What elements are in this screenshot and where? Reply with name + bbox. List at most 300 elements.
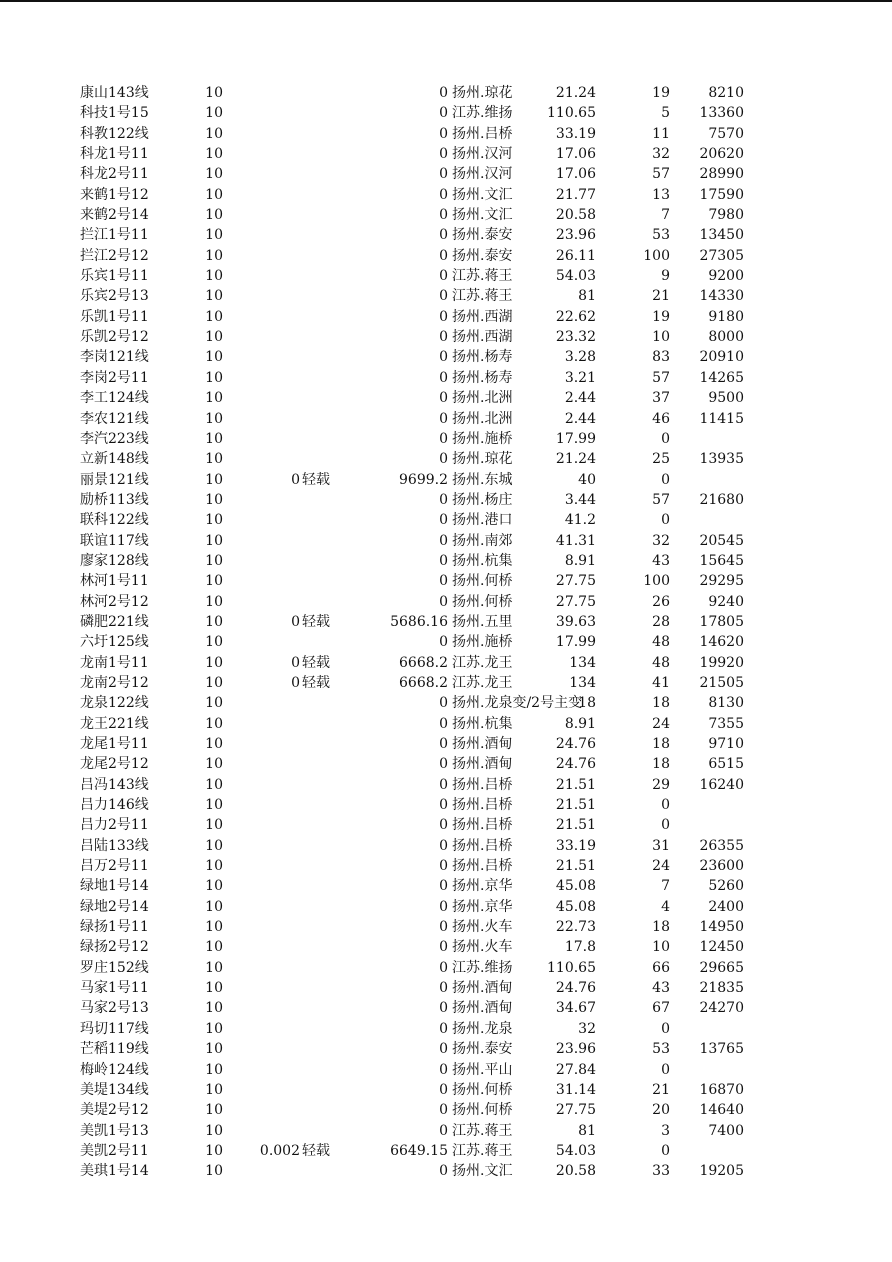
voltage-cell: 10 (205, 247, 223, 264)
substation-cell: 江苏.龙王 (452, 674, 513, 691)
substation-cell: 扬州.吕桥 (452, 817, 513, 834)
line-name-cell: 乐宾2号13 (80, 288, 149, 305)
value-cell: 0 (439, 939, 448, 956)
value-cell: 0 (439, 837, 448, 854)
length-cell: 24.76 (555, 980, 596, 997)
line-name-cell: 美堤134线 (80, 1081, 149, 1098)
line-name-cell: 李汽223线 (80, 430, 149, 447)
table-row (0, 429, 892, 449)
line-name-cell: 乐宾1号11 (80, 268, 149, 285)
voltage-cell: 10 (205, 939, 223, 956)
count-cell: 9 (661, 268, 670, 285)
count-cell: 100 (643, 573, 670, 590)
voltage-cell: 10 (205, 593, 223, 610)
length-cell: 22.73 (555, 919, 596, 936)
substation-cell: 扬州.京华 (452, 898, 513, 915)
table-row (0, 917, 892, 937)
voltage-cell: 10 (205, 1000, 223, 1017)
value-cell: 0 (439, 349, 448, 366)
substation-cell: 扬州.酒甸 (452, 980, 513, 997)
line-name-cell: 励桥113线 (80, 491, 149, 508)
count-cell: 53 (652, 227, 670, 244)
table-row (0, 1019, 892, 1039)
count-cell: 20 (652, 1102, 670, 1119)
count-cell: 10 (652, 939, 670, 956)
length-cell: 81 (578, 1122, 596, 1139)
line-name-cell: 美堤2号12 (80, 1102, 149, 1119)
count-cell: 57 (652, 491, 670, 508)
voltage-cell: 10 (205, 817, 223, 834)
capacity-cell: 9710 (708, 736, 744, 752)
length-cell: 24.76 (555, 736, 596, 752)
substation-cell: 扬州.龙泉变/2号主变 (452, 695, 583, 712)
value-cell: 0 (439, 858, 448, 875)
voltage-cell: 10 (205, 166, 223, 183)
line-name-cell: 绿扬1号11 (80, 919, 149, 936)
length-cell: 3.28 (564, 349, 596, 366)
table-row (0, 185, 892, 205)
substation-cell: 扬州.泰安 (452, 227, 513, 244)
count-cell: 37 (652, 390, 670, 407)
length-cell: 2.44 (564, 410, 596, 427)
voltage-cell: 10 (205, 858, 223, 875)
value-cell: 0 (439, 85, 448, 101)
count-cell: 0 (661, 1061, 670, 1078)
count-cell: 18 (652, 919, 670, 936)
length-cell: 17.8 (564, 939, 596, 956)
substation-cell: 扬州.杨寿 (452, 369, 513, 386)
capacity-cell: 24270 (699, 1000, 744, 1017)
capacity-cell: 13360 (699, 105, 744, 122)
capacity-cell: 14265 (699, 369, 744, 386)
value-cell: 0 (439, 390, 448, 407)
count-cell: 13 (652, 186, 670, 203)
table-row (0, 490, 892, 510)
table-row (0, 103, 892, 123)
capacity-cell: 7355 (708, 715, 744, 732)
substation-cell: 扬州.施桥 (452, 634, 513, 651)
value-cell: 0 (439, 898, 448, 915)
voltage-cell: 10 (205, 1142, 223, 1159)
value-cell: 0 (439, 817, 448, 834)
voltage-cell: 10 (205, 980, 223, 997)
length-cell: 21.51 (555, 797, 596, 814)
capacity-cell: 29295 (699, 573, 744, 590)
table-row (0, 795, 892, 815)
value-cell: 0 (439, 268, 448, 285)
voltage-cell: 10 (205, 634, 223, 651)
line-name-cell: 吕万2号11 (80, 858, 149, 875)
length-cell: 33.19 (555, 837, 596, 854)
length-cell: 18 (578, 695, 596, 712)
value-cell: 0 (439, 1041, 448, 1058)
table-row (0, 409, 892, 429)
count-cell: 21 (652, 288, 670, 305)
count-cell: 24 (652, 858, 670, 875)
substation-cell: 江苏.蒋王 (452, 268, 513, 285)
value-cell: 0 (439, 186, 448, 203)
line-name-cell: 美凯1号13 (80, 1122, 149, 1139)
substation-cell: 扬州.吕桥 (452, 125, 513, 142)
substation-cell: 扬州.杨寿 (452, 349, 513, 366)
count-cell: 5 (661, 105, 670, 122)
substation-cell: 扬州.何桥 (452, 573, 513, 590)
voltage-cell: 10 (205, 654, 223, 671)
value-cell: 0 (439, 1020, 448, 1037)
substation-cell: 扬州.五里 (452, 613, 513, 630)
line-name-cell: 联科122线 (80, 512, 149, 529)
length-cell: 31.14 (555, 1081, 596, 1098)
capacity-cell: 19920 (699, 654, 744, 671)
count-cell: 57 (652, 166, 670, 183)
length-cell: 27.84 (555, 1061, 596, 1078)
capacity-cell: 8000 (708, 329, 744, 346)
capacity-cell: 6515 (708, 756, 744, 773)
voltage-cell: 10 (205, 268, 223, 285)
table-row (0, 1060, 892, 1080)
capacity-cell: 8130 (708, 695, 744, 712)
value-cell: 6668.2 (399, 654, 448, 671)
length-cell: 110.65 (547, 105, 596, 122)
table-row (0, 876, 892, 896)
table-row (0, 327, 892, 347)
count-cell: 0 (661, 797, 670, 814)
line-name-cell: 康山143线 (80, 85, 149, 101)
length-cell: 3.44 (564, 491, 596, 508)
count-cell: 57 (652, 369, 670, 386)
table-row (0, 1039, 892, 1059)
value-cell: 0 (439, 756, 448, 773)
substation-cell: 扬州.何桥 (452, 593, 513, 610)
spreadsheet-page (0, 83, 892, 1182)
substation-cell: 扬州.东城 (452, 471, 513, 488)
capacity-cell: 28990 (699, 166, 744, 183)
table-row (0, 1080, 892, 1100)
count-cell: 19 (652, 85, 670, 101)
table-row (0, 632, 892, 652)
table-row (0, 958, 892, 978)
value-cell: 6649.15 (390, 1142, 448, 1159)
substation-cell: 扬州.吕桥 (452, 776, 513, 793)
length-cell: 3.21 (564, 369, 596, 386)
length-cell: 81 (578, 288, 596, 305)
table-row (0, 144, 892, 164)
length-cell: 21.51 (555, 858, 596, 875)
count-cell: 43 (652, 552, 670, 569)
length-cell: 22.62 (555, 308, 596, 325)
capacity-cell: 9240 (708, 593, 744, 610)
voltage-cell: 10 (205, 736, 223, 752)
substation-cell: 扬州.杭集 (452, 715, 513, 732)
value-cell: 0 (439, 1081, 448, 1098)
value-cell: 0 (439, 166, 448, 183)
voltage-cell: 10 (205, 573, 223, 590)
capacity-cell: 9200 (708, 268, 744, 285)
value-cell: 0 (439, 491, 448, 508)
line-name-cell: 廖家128线 (80, 552, 149, 569)
line-name-cell: 龙南2号12 (80, 674, 149, 691)
voltage-cell: 10 (205, 125, 223, 142)
voltage-cell: 10 (205, 451, 223, 468)
value-cell: 0 (439, 593, 448, 610)
voltage-cell: 10 (205, 1122, 223, 1139)
value-cell: 0 (439, 1061, 448, 1078)
voltage-cell: 10 (205, 288, 223, 305)
voltage-cell: 10 (205, 919, 223, 936)
table-row (0, 734, 892, 754)
value-cell: 0 (439, 1102, 448, 1119)
line-name-cell: 乐凯2号12 (80, 329, 149, 346)
substation-cell: 扬州.何桥 (452, 1081, 513, 1098)
line-name-cell: 龙南1号11 (80, 654, 149, 671)
length-cell: 110.65 (547, 959, 596, 976)
substation-cell: 扬州.西湖 (452, 308, 513, 325)
line-name-cell: 吕力2号11 (80, 817, 149, 834)
line-name-cell: 林河2号12 (80, 593, 149, 610)
line-name-cell: 科技1号15 (80, 105, 149, 122)
count-cell: 66 (652, 959, 670, 976)
line-name-cell: 联谊117线 (80, 532, 149, 549)
voltage-cell: 10 (205, 797, 223, 814)
substation-cell: 扬州.酒甸 (452, 736, 513, 752)
table-row (0, 124, 892, 144)
line-name-cell: 芒稻119线 (80, 1041, 149, 1058)
substation-cell: 扬州.施桥 (452, 430, 513, 447)
capacity-cell: 20910 (699, 349, 744, 366)
length-cell: 134 (569, 654, 596, 671)
line-name-cell: 美凯2号11 (80, 1142, 149, 1159)
substation-cell: 扬州.文汇 (452, 207, 513, 224)
table-row (0, 592, 892, 612)
capacity-cell: 9500 (708, 390, 744, 407)
capacity-cell: 21680 (699, 491, 744, 508)
substation-cell: 扬州.港口 (452, 512, 513, 529)
voltage-cell: 10 (205, 776, 223, 793)
capacity-cell: 12450 (699, 939, 744, 956)
value-cell: 0 (439, 715, 448, 732)
table-row (0, 266, 892, 286)
substation-cell: 扬州.琼花 (452, 451, 513, 468)
value-cell: 0 (439, 552, 448, 569)
table-row (0, 714, 892, 734)
length-cell: 27.75 (555, 573, 596, 590)
voltage-cell: 10 (205, 1163, 223, 1180)
line-name-cell: 来鹤1号12 (80, 186, 149, 203)
length-cell: 21.77 (555, 186, 596, 203)
length-cell: 17.06 (555, 166, 596, 183)
table-row (0, 897, 892, 917)
table-row (0, 998, 892, 1018)
length-cell: 2.44 (564, 390, 596, 407)
length-cell: 41.31 (555, 532, 596, 549)
capacity-cell: 20620 (699, 146, 744, 163)
value-cell: 6668.2 (399, 674, 448, 691)
substation-cell: 扬州.杭集 (452, 552, 513, 569)
load-rate-cell: 0 (291, 471, 300, 488)
count-cell: 48 (652, 654, 670, 671)
capacity-cell: 7400 (708, 1122, 744, 1139)
voltage-cell: 10 (205, 837, 223, 854)
count-cell: 7 (661, 207, 670, 224)
count-cell: 0 (661, 512, 670, 529)
value-cell: 0 (439, 369, 448, 386)
capacity-cell: 21835 (699, 980, 744, 997)
substation-cell: 扬州.火车 (452, 919, 513, 936)
length-cell: 45.08 (555, 898, 596, 915)
voltage-cell: 10 (205, 898, 223, 915)
length-cell: 54.03 (555, 268, 596, 285)
line-name-cell: 来鹤2号14 (80, 207, 149, 224)
voltage-cell: 10 (205, 1061, 223, 1078)
value-cell: 0 (439, 105, 448, 122)
table-row (0, 307, 892, 327)
load-status-cell: 轻载 (302, 674, 330, 691)
line-name-cell: 梅岭124线 (80, 1061, 149, 1078)
count-cell: 4 (661, 898, 670, 915)
length-cell: 45.08 (555, 878, 596, 895)
capacity-cell: 16870 (699, 1081, 744, 1098)
voltage-cell: 10 (205, 512, 223, 529)
voltage-cell: 10 (205, 1041, 223, 1058)
value-cell: 0 (439, 308, 448, 325)
length-cell: 33.19 (555, 125, 596, 142)
substation-cell: 扬州.吕桥 (452, 858, 513, 875)
voltage-cell: 10 (205, 390, 223, 407)
count-cell: 7 (661, 878, 670, 895)
voltage-cell: 10 (205, 430, 223, 447)
count-cell: 41 (652, 674, 670, 691)
capacity-cell: 17805 (699, 613, 744, 630)
substation-cell: 江苏.维扬 (452, 959, 513, 976)
value-cell: 0 (439, 1122, 448, 1139)
substation-cell: 扬州.文汇 (452, 1163, 513, 1180)
capacity-cell: 14330 (699, 288, 744, 305)
load-rate-cell: 0 (291, 674, 300, 691)
substation-cell: 扬州.酒甸 (452, 756, 513, 773)
count-cell: 46 (652, 410, 670, 427)
count-cell: 0 (661, 1020, 670, 1037)
count-cell: 48 (652, 634, 670, 651)
capacity-cell: 17590 (699, 186, 744, 203)
value-cell: 0 (439, 247, 448, 264)
table-row (0, 246, 892, 266)
value-cell: 0 (439, 980, 448, 997)
line-name-cell: 李岗121线 (80, 349, 149, 366)
count-cell: 31 (652, 837, 670, 854)
table-row (0, 551, 892, 571)
table-row (0, 1100, 892, 1120)
table-row (0, 531, 892, 551)
count-cell: 10 (652, 329, 670, 346)
length-cell: 134 (569, 674, 596, 691)
substation-cell: 江苏.龙王 (452, 654, 513, 671)
count-cell: 3 (661, 1122, 670, 1139)
length-cell: 24.76 (555, 756, 596, 773)
table-row (0, 653, 892, 673)
voltage-cell: 10 (205, 613, 223, 630)
length-cell: 17.99 (555, 634, 596, 651)
value-cell: 0 (439, 451, 448, 468)
value-cell: 0 (439, 146, 448, 163)
table-row (0, 836, 892, 856)
value-cell: 0 (439, 430, 448, 447)
count-cell: 83 (652, 349, 670, 366)
substation-cell: 扬州.平山 (452, 1061, 513, 1078)
line-name-cell: 绿地2号14 (80, 898, 149, 915)
length-cell: 21.24 (555, 85, 596, 101)
capacity-cell: 21505 (699, 674, 744, 691)
line-name-cell: 科龙2号11 (80, 166, 149, 183)
line-name-cell: 磷肥221线 (80, 613, 149, 630)
capacity-cell: 29665 (699, 959, 744, 976)
value-cell: 0 (439, 532, 448, 549)
substation-cell: 江苏.蒋王 (452, 1122, 513, 1139)
voltage-cell: 10 (205, 349, 223, 366)
capacity-cell: 27305 (699, 247, 744, 264)
value-cell: 0 (439, 695, 448, 712)
voltage-cell: 10 (205, 369, 223, 386)
table-row (0, 1161, 892, 1181)
line-name-cell: 李岗2号11 (80, 369, 149, 386)
count-cell: 67 (652, 1000, 670, 1017)
table-row (0, 1141, 892, 1161)
length-cell: 39.63 (555, 613, 596, 630)
length-cell: 20.58 (555, 207, 596, 224)
substation-cell: 江苏.维扬 (452, 105, 513, 122)
line-name-cell: 罗庄152线 (80, 959, 149, 976)
capacity-cell: 5260 (708, 878, 744, 895)
table-row (0, 286, 892, 306)
length-cell: 27.75 (555, 1102, 596, 1119)
substation-cell: 扬州.吕桥 (452, 837, 513, 854)
table-row (0, 347, 892, 367)
table-row (0, 449, 892, 469)
voltage-cell: 10 (205, 410, 223, 427)
line-name-cell: 玛切117线 (80, 1020, 149, 1037)
substation-cell: 扬州.何桥 (452, 1102, 513, 1119)
substation-cell: 扬州.吕桥 (452, 797, 513, 814)
count-cell: 32 (652, 532, 670, 549)
value-cell: 0 (439, 959, 448, 976)
line-name-cell: 科龙1号11 (80, 146, 149, 163)
value-cell: 0 (439, 288, 448, 305)
capacity-cell: 8210 (708, 85, 744, 101)
voltage-cell: 10 (205, 105, 223, 122)
line-name-cell: 李工124线 (80, 390, 149, 407)
count-cell: 18 (652, 736, 670, 752)
table-row (0, 571, 892, 591)
line-name-cell: 科教122线 (80, 125, 149, 142)
length-cell: 21.24 (555, 451, 596, 468)
line-name-cell: 龙王221线 (80, 715, 149, 732)
table-row (0, 510, 892, 530)
line-name-cell: 龙尾1号11 (80, 736, 149, 752)
length-cell: 34.67 (555, 1000, 596, 1017)
length-cell: 54.03 (555, 1142, 596, 1159)
substation-cell: 江苏.蒋王 (452, 1142, 513, 1159)
voltage-cell: 10 (205, 695, 223, 712)
length-cell: 32 (578, 1020, 596, 1037)
voltage-cell: 10 (205, 146, 223, 163)
length-cell: 23.32 (555, 329, 596, 346)
length-cell: 8.91 (564, 552, 596, 569)
voltage-cell: 10 (205, 959, 223, 976)
table-row (0, 775, 892, 795)
line-name-cell: 龙泉122线 (80, 695, 149, 712)
length-cell: 40 (578, 471, 596, 488)
load-status-cell: 轻载 (302, 471, 330, 488)
voltage-cell: 10 (205, 207, 223, 224)
